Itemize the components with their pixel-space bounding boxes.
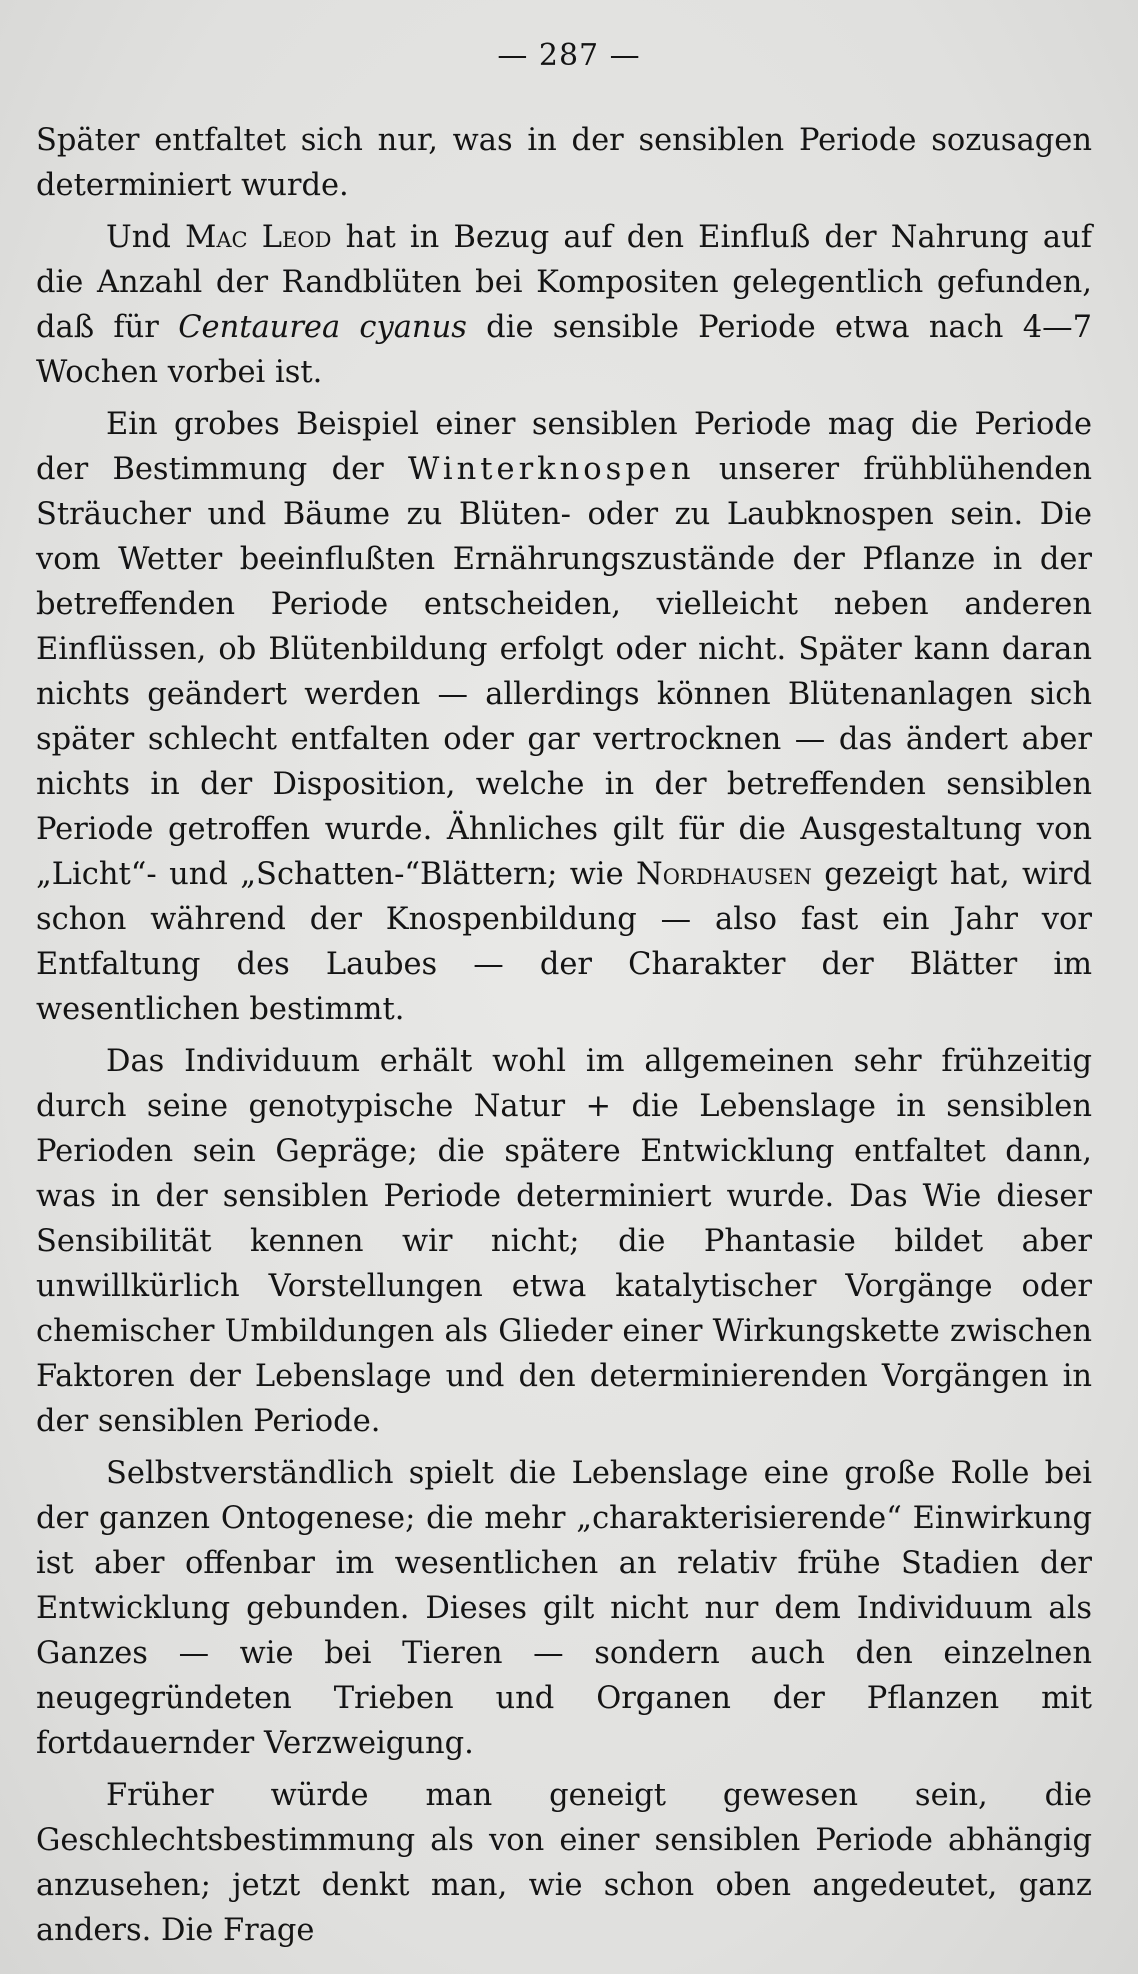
author-name-mac-leod: Mac Leod: [185, 220, 332, 255]
paragraph-5: Selbstverständlich spielt die Lebenslage eine große Rolle bei der ganzen Ontogenese; die mehr „charakterisierende“ Einwirkung ist aber offenbar im wesentlichen an relativ frühe Stadien der Entwicklung gebunden. Dieses gilt nicht nur dem Individuum als Ganzes — wie bei Tieren — sondern auch den einzelnen neugegründeten Trieben und Organen der Pflanzen mit fortdauernder Verzweigung.: [36, 1456, 1092, 1761]
paragraph-3-text-c: gezeigt hat, wird schon während der Knospenbildung — also fast ein Jahr vor Entfaltung des Laubes — der Charakter der Blätter im wesentlichen bestimmt.: [36, 857, 1092, 1027]
paragraph-2-text-b: hat in Bezug auf den Einfluß der Nahrung auf die Anzahl der Randblüten bei Kompositen gelegentlich gefunden, daß für: [36, 220, 1093, 345]
paragraph-1: Später entfaltet sich nur, was in der sensiblen Periode sozusagen determiniert wurde.: [36, 123, 1092, 203]
paragraph-3: [36, 402, 1092, 1032]
species-name: Centaurea cyanus: [178, 310, 467, 345]
paragraph-3-text-a: Ein grobes Beispiel einer sensiblen Periode mag die Periode der Bestimmung der: [36, 407, 1092, 487]
body-text: [36, 118, 1092, 1960]
page-number: — 287 —: [497, 38, 641, 73]
paragraph-4: Das Individuum erhält wohl im allgemeinen sehr frühzeitig durch seine genotypische Natur + die Lebenslage in sensiblen Perioden sein Gepräge; die spätere Entwicklung entfaltet dann, was in der sensiblen Periode determiniert wurde. Das Wie dieser Sensibilität kennen wir nicht; die Phantasie bildet aber unwillkürlich Vorstellungen etwa katalytischer Vorgänge oder chemischer Umbildungen als Glieder einer Wirkungskette zwischen Faktoren der Lebenslage und den determinierenden Vorgängen in der sensiblen Periode.: [36, 1044, 1092, 1439]
paragraph-3-text-b: unserer frühblühenden Sträucher und Bäume zu Blüten- oder zu Laubknospen sein. Die vom Wetter beeinflußten Ernährungszustände der Pflanze in der betreffenden Periode entscheiden, vielleicht neben anderen Einflüssen, ob Blütenbildung erfolgt oder nicht. Später kann daran nichts geändert werden — allerdings können Blütenanlagen sich später schlecht entfalten oder gar vertrocknen — das ändert aber nichts in der Disposition, welche in der betreffenden sensiblen Periode getroffen wurde. Ähnliches gilt für die Ausgestaltung von „Licht“- und „Schatten-“Blättern; wie: [36, 452, 1092, 892]
paragraph-6: Früher würde man geneigt gewesen sein, die Geschlechtsbestimmung als von einer sensiblen Periode abhängig anzusehen; jetzt denkt man, wie schon oben angedeutet, ganz anders. Die Frage: [36, 1778, 1092, 1948]
paragraph-2: [36, 215, 1092, 395]
spaced-term: Winterknospen: [408, 452, 695, 487]
paragraph-2-text-c: die sensible Periode etwa nach 4—7 Wochen vorbei ist.: [36, 310, 1093, 390]
author-name-nordhausen: Nordhausen: [636, 857, 812, 892]
paragraph-2-text-a: Und: [106, 220, 186, 255]
